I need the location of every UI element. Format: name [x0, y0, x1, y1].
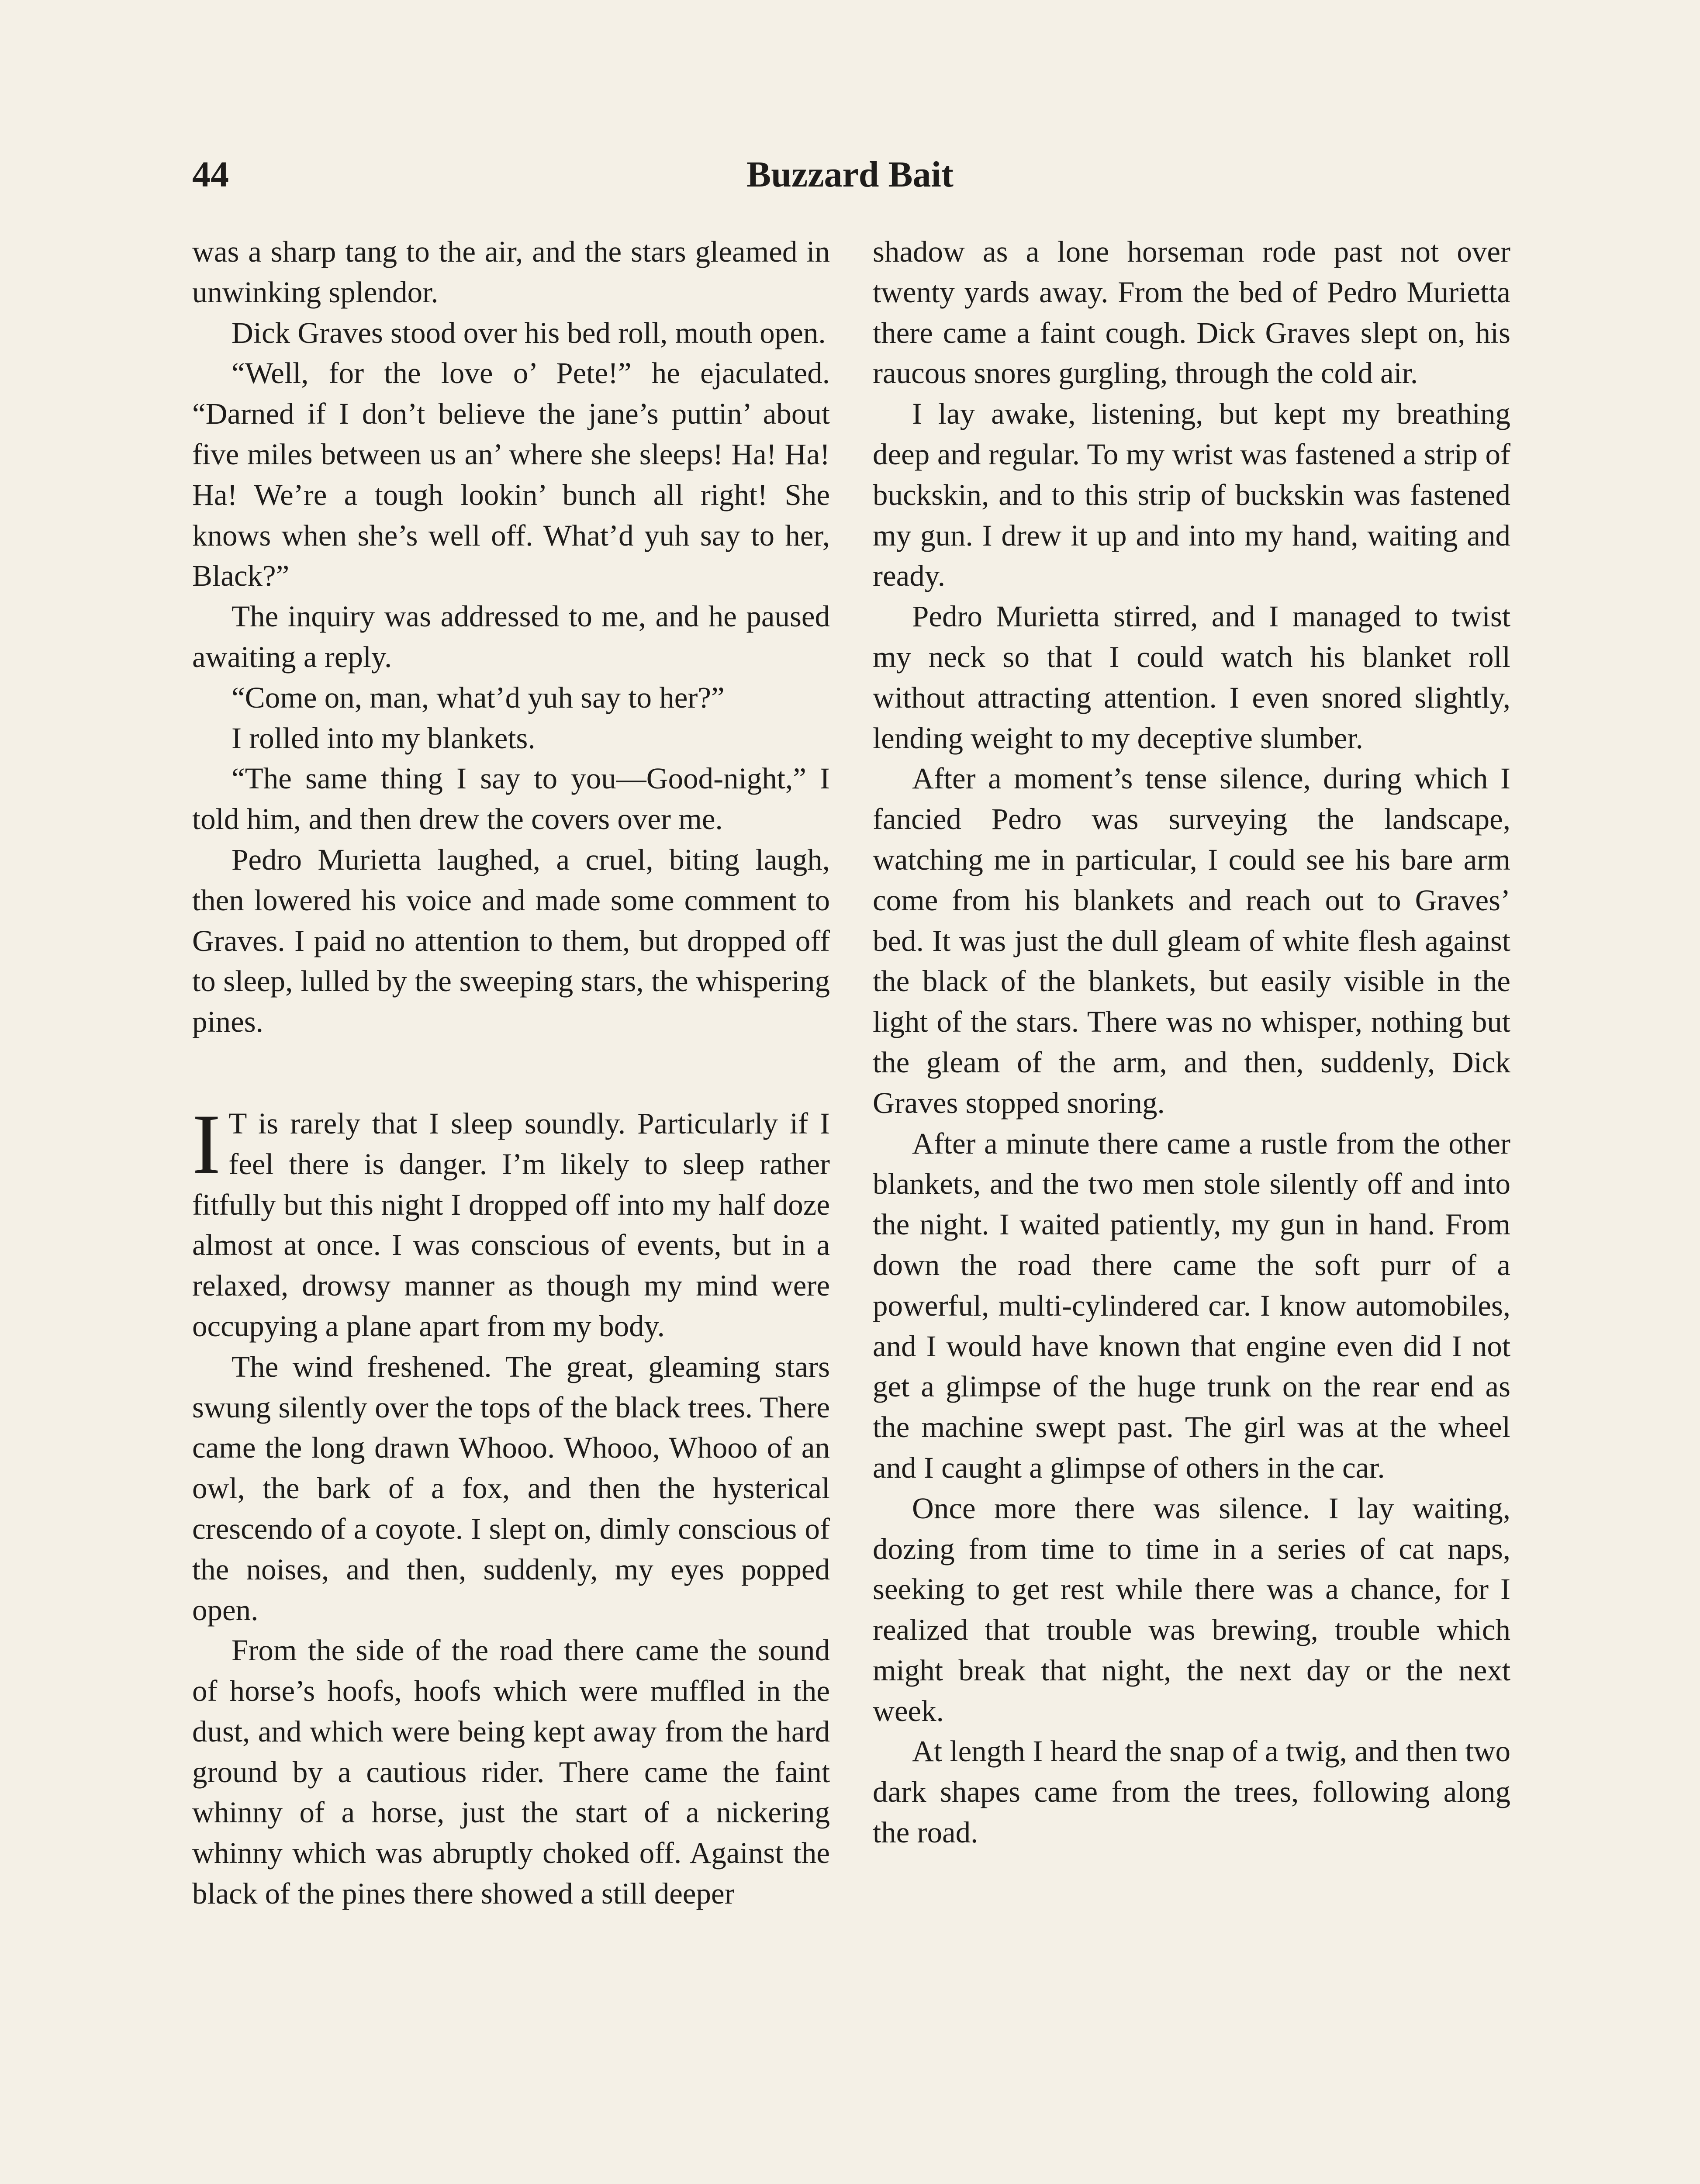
- paragraph: The wind freshened. The great, gleaming stars swung silently over the tops of the black trees. There came the long drawn Whooo. Whooo, Whooo of an owl, the bark of a fox, and then the hysterical crescendo of a coyote. I slept on, dimly conscious of the noises, and then, suddenly, my eyes popped open.: [192, 1350, 830, 1627]
- drop-cap: I: [192, 1096, 221, 1192]
- paragraph: I rolled into my blankets.: [232, 721, 536, 755]
- section-break: [192, 1042, 830, 1103]
- paragraph: “Come on, man, what’d yuh say to her?”: [232, 681, 725, 714]
- paragraph: After a minute there came a rustle from the other blankets, and the two men stole silently off and into the night. I waited patiently, my gun in hand. From down the road there came the soft purr of a powerful, multi-cylindered car. I know automobiles, and I would have known that engine even did I not get a glimpse of the huge trunk on the rear end as the machine swept past. The girl was at the wheel and I caught a glimpse of others in the car.: [873, 1127, 1510, 1484]
- paragraph: The inquiry was addressed to me, and he paused awaiting a reply.: [192, 600, 830, 674]
- paragraph: “The same thing I say to you—Good-night,” I told him, and then drew the covers over me.: [192, 762, 830, 836]
- paragraph: shadow as a lone horseman rode past not over twenty yards away. From the bed of Pedro Murietta there came a faint cough. Dick Graves slept on, his raucous snores gurgling, through the cold air.: [873, 235, 1510, 390]
- paragraph: Once more there was silence. I lay waiting, dozing from time to time in a series of cat naps, seeking to get rest while there was a chance, for I realized that trouble was brewing, trouble which might break that night, the next day or the next week.: [873, 1491, 1510, 1728]
- paragraph: Pedro Murietta stirred, and I managed to twist my neck so that I could watch his blanket roll without attracting attention. I even snored slightly, lending weight to my deceptive slumber.: [873, 600, 1510, 755]
- paragraph: “Well, for the love o’ Pete!” he ejaculated. “Darned if I don’t believe the jane’s puttin’ about five miles between us an’ where she sleeps! Ha! Ha! Ha! We’re a tough lookin’ bunch all right! She knows when she’s well off. What’d yuh say to her, Black?”: [192, 356, 830, 593]
- paragraph: At length I heard the snap of a twig, and then two dark shapes came from the trees, following along the road.: [873, 1735, 1510, 1849]
- page-number: 44: [192, 154, 229, 195]
- paragraph: Pedro Murietta laughed, a cruel, biting laugh, then lowered his voice and made some comment to Graves. I paid no attention to them, but dropped off to sleep, lulled by the sweeping stars, the whispering pines.: [192, 843, 830, 1039]
- dropcap-paragraph: [192, 1096, 830, 1347]
- right-column: [873, 232, 1510, 1853]
- paragraph: From the side of the road there came the sound of horse’s hoofs, hoofs which were muffled in the dust, and which were being kept away from the hard ground by a cautious rider. There came the faint whinny of a horse, just the start of a nickering whinny which was abruptly choked off. Against the black of the pines there showed a still deeper: [192, 1634, 830, 1911]
- paragraph: Dick Graves stood over his bed roll, mouth open.: [232, 316, 826, 349]
- paragraph: was a sharp tang to the air, and the stars gleamed in unwinking splendor.: [192, 235, 830, 309]
- running-title: Buzzard Bait: [746, 154, 954, 195]
- dropcap-paragraph-text: T is rarely that I sleep soundly. Particularly if I feel there is danger. I’m likely to sleep rather fitfully but this night I dropped off into my half doze almost at once. I was conscious of events, but in a relaxed, drowsy manner as though my mind were occupying a plane apart from my body.: [192, 1106, 830, 1343]
- paragraph: I lay awake, listening, but kept my breathing deep and regular. To my wrist was fastened a strip of buckskin, and to this strip of buckskin was fastened my gun. I drew it up and into my hand, waiting and ready.: [873, 397, 1510, 593]
- page-header: [0, 144, 1700, 205]
- left-column: [192, 232, 830, 1914]
- paragraph: After a moment’s tense silence, during which I fancied Pedro was surveying the landscape, watching me in particular, I could see his bare arm come from his blankets and reach out to Graves’ bed. It was just the dull gleam of white flesh against the black of the blankets, but easily visible in the light of the stars. There was no whisper, nothing but the gleam of the arm, and then, suddenly, Dick Graves stopped snoring.: [873, 762, 1510, 1120]
